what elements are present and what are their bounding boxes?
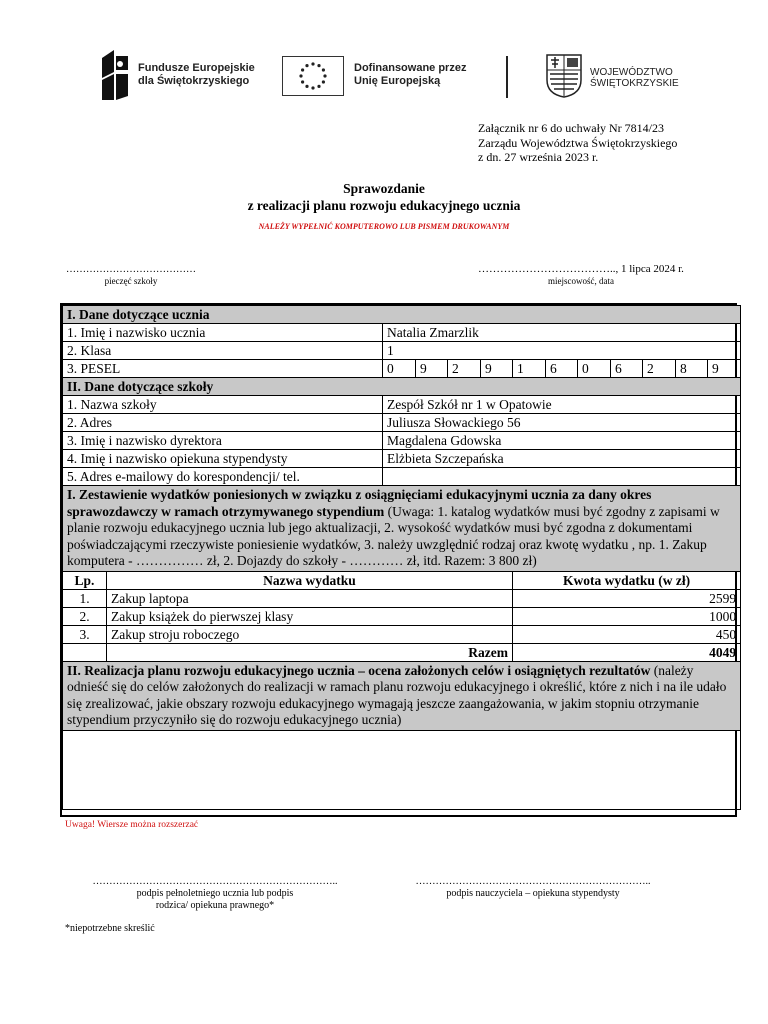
- expense-name[interactable]: Zakup laptopa: [107, 589, 513, 607]
- email-label: 5. Adres e-mailowy do korespondencji/ tel.: [63, 468, 383, 486]
- report-form: [60, 303, 737, 817]
- pesel-digit[interactable]: 9: [416, 360, 448, 378]
- class-field[interactable]: 1: [383, 342, 741, 360]
- expense-name[interactable]: Zakup książek do pierwszej klasy: [107, 607, 513, 625]
- realization-header-title: II. Realizacja planu rozwoju edukacyjnego ucznia – ocena założonych celów i osiągniętych rezultatów: [67, 662, 651, 678]
- expense-name[interactable]: Zakup stroju roboczego: [107, 625, 513, 643]
- email-field[interactable]: [383, 468, 741, 486]
- footnote: *niepotrzebne skreślić: [65, 923, 155, 934]
- pesel-digit[interactable]: 6: [546, 360, 578, 378]
- annex-line3: z dn. 27 września 2023 r.: [478, 150, 599, 164]
- fe-logo-line2: dla Świętokrzyskiego: [138, 75, 250, 87]
- student-name-field[interactable]: Natalia Zmarzlik: [383, 324, 741, 342]
- expense-lp: 3.: [63, 625, 107, 643]
- expenses-header-note: (Uwaga: 1. katalog wydatków musi być zgodny z zapisami w planie rozwoju edukacyjnego ucznia lub jego aktualizacji, 2. wysokość wydatków musi być zgodna z dokumentami poświadczającymi rzeczywiste poniesienie wydatków, 3. należy uwzględnić rodzaj oraz kwotę wydatku , np. 1. Zakup komputera - …………… zł, 2. Dojazdy do szkoły - ………… zł, itd. Razem: 3 800 zł): [67, 503, 720, 568]
- annex-line2: Zarządu Województwa Świętokrzyskiego: [478, 135, 678, 150]
- annex-reference: [478, 121, 677, 165]
- eu-flag-icon: [282, 56, 344, 96]
- total-value: 4049: [513, 643, 741, 661]
- document-title: [0, 180, 768, 214]
- sig2-label: podpis nauczyciela – opiekuna stypendysty: [446, 888, 620, 899]
- total-empty-cell: [63, 643, 107, 661]
- sig1-label1: podpis pełnoletniego ucznia lub podpis: [136, 888, 294, 899]
- expense-amount[interactable]: 450: [513, 625, 741, 643]
- place-date-field: [478, 263, 684, 286]
- expense-lp: 2.: [63, 607, 107, 625]
- pesel-digit[interactable]: 2: [448, 360, 481, 378]
- expenses-header-title: I. Zestawienie wydatków poniesionych w związku z osiągnięciami edukacyjnymi ucznia za dany okres sprawozdawczy w ramach otrzymywanego stypendium: [67, 487, 652, 519]
- stamp-dots: …………………………………: [66, 264, 196, 275]
- director-field[interactable]: Magdalena Gdowska: [383, 432, 741, 450]
- pesel-digit[interactable]: 0: [578, 360, 611, 378]
- rows-warning: Uwaga! Wiersze można rozszerzać: [65, 820, 199, 830]
- student-name-label: 1. Imię i nazwisko ucznia: [63, 324, 383, 342]
- director-label: 3. Imię i nazwisko dyrektora: [63, 432, 383, 450]
- pesel-digit[interactable]: 9: [708, 360, 741, 378]
- table-row: [63, 625, 741, 643]
- sig2-dots: ……………………………………………………………..: [415, 876, 651, 887]
- table-row: [63, 589, 741, 607]
- place-date-label: miejscowość, data: [547, 276, 614, 286]
- guardian-label: 4. Imię i nazwisko opiekuna stypendysty: [63, 450, 383, 468]
- address-label: 2. Adres: [63, 414, 383, 432]
- report-table: [62, 305, 741, 810]
- teacher-signature-field: [388, 876, 678, 900]
- woj-logo-line1: WOJEWÓDZTWO: [590, 67, 673, 78]
- expense-lp: 1.: [63, 589, 107, 607]
- realization-header: [63, 661, 741, 730]
- school-stamp-field: [66, 264, 196, 286]
- guardian-field[interactable]: Elżbieta Szczepańska: [383, 450, 741, 468]
- col-amount-header: Kwota wydatku (w zł): [513, 571, 741, 589]
- title-line2: z realizacji planu rozwoju edukacyjnego ucznia: [247, 198, 521, 213]
- school-name-label: 1. Nazwa szkoły: [63, 396, 383, 414]
- school-name-field[interactable]: Zespół Szkół nr 1 w Opatowie: [383, 396, 741, 414]
- col-name-header: Nazwa wydatku: [107, 571, 513, 589]
- pesel-digit[interactable]: 6: [611, 360, 643, 378]
- sig1-dots: ………………………………………………………………..: [92, 876, 338, 887]
- expense-amount[interactable]: 2599: [513, 589, 741, 607]
- fe-logo-line1: Fundusze Europejskie: [138, 62, 255, 74]
- logo-divider: [506, 56, 508, 98]
- fe-logo-icon: [100, 50, 130, 100]
- pesel-digit[interactable]: 0: [383, 360, 416, 378]
- col-lp-header: Lp.: [63, 571, 107, 589]
- section-school-header: II. Dane dotyczące szkoły: [63, 378, 741, 396]
- address-field[interactable]: Juliusza Słowackiego 56: [383, 414, 741, 432]
- section-student-header: I. Dane dotyczące ucznia: [63, 306, 741, 324]
- annex-line1: Załącznik nr 6 do uchwały Nr 7814/23: [478, 121, 664, 135]
- expense-amount[interactable]: 1000: [513, 607, 741, 625]
- eu-logo-line2: Unię Europejską: [354, 75, 441, 87]
- logo-bar: [100, 48, 680, 104]
- pesel-digit[interactable]: 1: [513, 360, 546, 378]
- swietokrzyskie-crest-icon: [546, 54, 582, 98]
- eu-logo-line1: Dofinansowane przez: [354, 62, 467, 74]
- class-label: 2. Klasa: [63, 342, 383, 360]
- table-row: [63, 607, 741, 625]
- woj-logo-line2: ŚWIĘTOKRZYSKIE: [590, 78, 679, 89]
- pesel-label: 3. PESEL: [63, 360, 383, 378]
- stamp-label: pieczęć szkoły: [104, 276, 158, 286]
- pesel-digit[interactable]: 8: [676, 360, 708, 378]
- title-line1: Sprawozdanie: [343, 181, 425, 196]
- realization-text-area[interactable]: [63, 730, 741, 809]
- total-label: Razem: [107, 643, 513, 661]
- realization-header-note: (należy odnieść się do celów założonych do realizacji w ramach planu rozwoju edukacyjnego i określić, które z nich i na ile udało się zrealizować, jakie obszary rozwoju edukacyjnego wymagają jeszcze zaangażowania, w jakim stopniu otrzymanie stypendium przyczyniło się do rozwoju edukacyjnego ucznia): [67, 662, 727, 727]
- sig1-label2: rodzica/ opiekuna prawnego*: [155, 900, 275, 911]
- student-signature-field: [70, 876, 360, 912]
- pesel-digit[interactable]: 2: [643, 360, 676, 378]
- pesel-digit[interactable]: 9: [481, 360, 513, 378]
- fill-instruction: NALEŻY WYPEŁNIĆ KOMPUTEROWO LUB PISMEM DRUKOWANYM: [258, 222, 510, 231]
- expenses-header: [63, 486, 741, 572]
- place-date-value: ……………………………….., 1 lipca 2024 r.: [478, 263, 684, 275]
